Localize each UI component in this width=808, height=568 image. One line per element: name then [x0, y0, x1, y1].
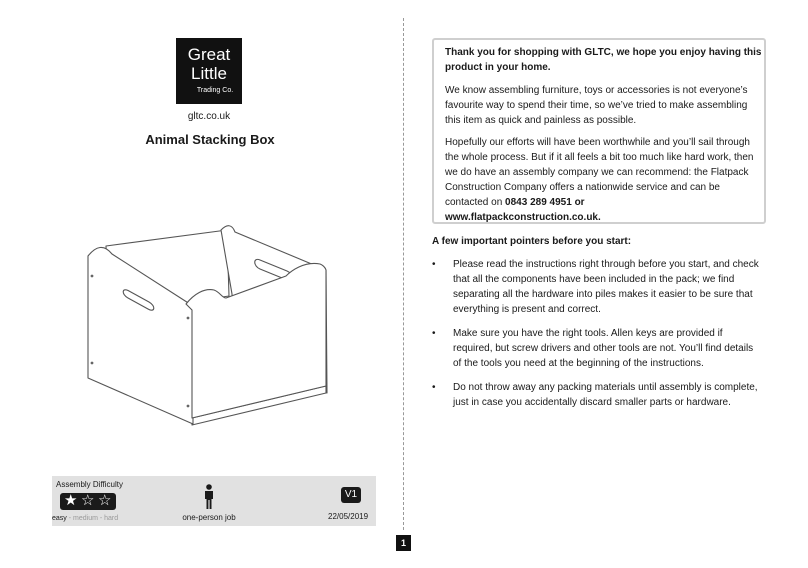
one-person-job-label: one-person job — [182, 513, 236, 522]
version-badge: V1 — [341, 487, 361, 503]
page-number: 1 — [396, 535, 411, 551]
thank-you-paragraph-2: Hopefully our efforts will have been worthwhile and you’ll sail through the whole process. But if it all feels a bit too much like hard work, then we do have an assembly company we can recommend: the Flatpack Construction Company offers a nationwide service and can be contacted on 0843 289 4951 or www.flatpackconstruction.co.uk. — [445, 137, 754, 223]
star-filled-icon: ★ — [64, 492, 78, 509]
pointers-list — [432, 257, 762, 419]
scale-rest: - medium - hard — [66, 515, 119, 522]
list-item: • Do not throw away any packing materials until assembly is complete, just in case you accidentally discard smaller parts or hardware. — [432, 382, 758, 408]
list-item: • Make sure you have the right tools. Allen keys are provided if required, but screw drivers and other tools are not. You’ll find details of the tools you need at the beginning of the instructions. — [432, 328, 754, 369]
stacking-box-illustration — [82, 218, 332, 430]
person-icon — [202, 484, 216, 510]
date: 22/05/2019 — [328, 512, 369, 521]
logo-line-1: Great — [187, 45, 231, 64]
assembly-url: www.flatpackconstruction.co.uk. — [445, 212, 601, 223]
logo-line-3: Trading Co. — [196, 87, 234, 94]
difficulty-scale — [52, 515, 118, 522]
difficulty-rating — [60, 493, 116, 510]
star-empty-icon: ☆ — [81, 492, 95, 509]
scale-easy: easy — [52, 515, 67, 522]
logo-line-2: Little — [191, 64, 227, 83]
page-divider — [403, 18, 404, 530]
star-empty-icon: ☆ — [98, 492, 112, 509]
gltc-logo — [176, 38, 242, 104]
thank-you-paragraph-1: We know assembling furniture, toys or accessories is not everyone’s favourite way to spend their time, so we’ve tried to make assembling this item as quick and painless as possible. — [445, 85, 748, 126]
footer-info-bar — [52, 476, 376, 526]
product-title: Animal Stacking Box — [145, 132, 275, 147]
pointers-heading: A few important pointers before you start: — [432, 236, 632, 247]
phone-number: 0843 289 4951 — [505, 197, 572, 208]
assembly-difficulty-label: Assembly Difficulty — [56, 480, 123, 489]
thank-you-heading: Thank you for shopping with GLTC, we hope you enjoy having this product in your home. — [445, 47, 762, 73]
website: gltc.co.uk — [187, 111, 231, 122]
list-item: • Please read the instructions right through before you start, and check that all the components have been included in the pack; we find separating all the hardware into piles makes it easier to be sure that everything is present and correct. — [432, 259, 759, 315]
thank-you-box — [432, 38, 766, 224]
